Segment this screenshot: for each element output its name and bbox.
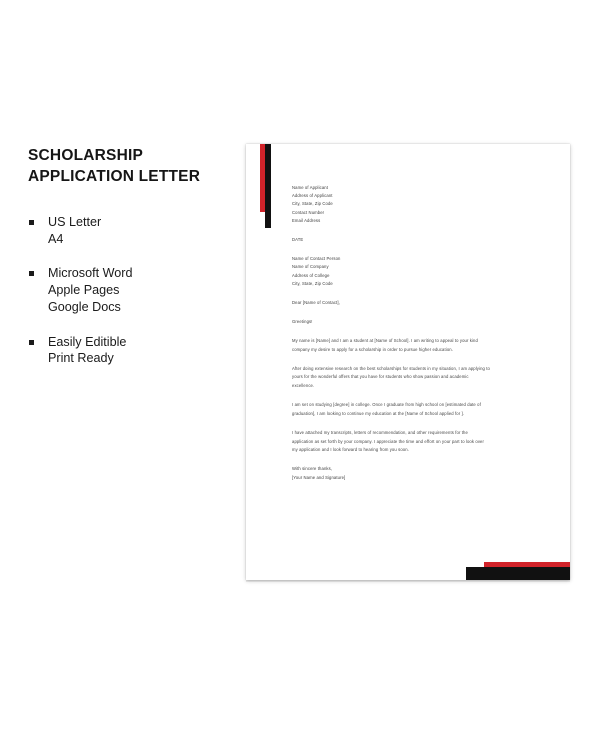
closing-block [292,465,544,481]
paragraph-line: my application and I look forward to hearing from you soon. [292,446,409,452]
sender-line: Contact Number [292,209,325,215]
page-title-line-1: SCHOLARSHIP [28,147,144,164]
sender-address-block [292,184,544,225]
bullet-icon [29,271,34,276]
document-content [292,184,544,493]
body-paragraph-4 [292,429,544,454]
feature-line: A4 [48,231,64,246]
accent-bar-black-bottom [466,567,570,580]
date-block [292,236,544,244]
signature-line: [Your Name and Signature] [292,474,346,480]
sender-line: City, State, Zip Code [292,201,333,207]
greeting-line: Greetings! [292,319,313,325]
paragraph-line: company my desire to apply for a scholarship in order to pursue higher education. [292,346,454,352]
date-line: DATE [292,236,304,242]
feature-line: Print Ready [48,351,114,366]
paragraph-line: I am set on studying [degree] in college. Once I graduate from high school on [estimated date of [292,402,481,408]
sender-line: Address of Applicant [292,193,333,199]
paragraph-line: My name is [Name] and I am a student at [Name of School]. I am writing to appeal to your kind [292,338,478,344]
feature-line: US Letter [48,214,102,229]
body-paragraph-3 [292,401,544,418]
recipient-line: City, State, Zip Code [292,280,333,286]
sender-line: Name of Applicant [292,185,329,190]
accent-bar-black-left [265,144,271,228]
feature-group-file-formats [28,265,238,315]
paragraph-line: excellence. [292,382,315,388]
closing-line: With sincere thanks, [292,466,333,472]
paragraph-line: application as set forth by your company. I appreciate the time and effort on your part to look over [292,438,485,444]
feature-line: Easily Editible [48,334,127,349]
paragraph-line: I have attached my transcripts, letters of recommendation, and other requirements for the [292,430,468,436]
recipient-line: Address of College [292,272,330,278]
feature-line: Apple Pages [48,283,120,298]
paragraph-line: After doing extensive research on the best scholarships for students in my situation, I am applying to [292,366,490,372]
salutation-block [292,299,544,307]
greeting-block [292,318,544,326]
feature-group-editability [28,334,238,367]
bullet-icon [29,220,34,225]
feature-line: Microsoft Word [48,266,133,281]
recipient-line: Name of Contact Person [292,256,341,262]
page-title [28,146,238,188]
body-paragraph-1 [292,337,544,354]
feature-group-paper-size [28,214,238,247]
feature-line: Google Docs [48,299,121,314]
page-title-line-2: APPLICATION LETTER [28,167,201,185]
recipient-address-block [292,255,544,288]
document-bottom-edge [246,580,570,582]
sender-line: Email Address [292,217,321,223]
document-preview[interactable] [246,144,570,580]
paragraph-line: graduation], I am looking to continue my education at the [Name of School applied for ]. [292,410,465,416]
salutation-line: Dear [Name of Contact], [292,299,340,305]
body-paragraph-2 [292,365,544,390]
paragraph-line: yours for the wonderful offers that you have for students who show passion and academic [292,374,469,380]
bullet-icon [29,340,34,345]
template-info-column [28,146,238,385]
recipient-line: Name of Company [292,264,329,270]
